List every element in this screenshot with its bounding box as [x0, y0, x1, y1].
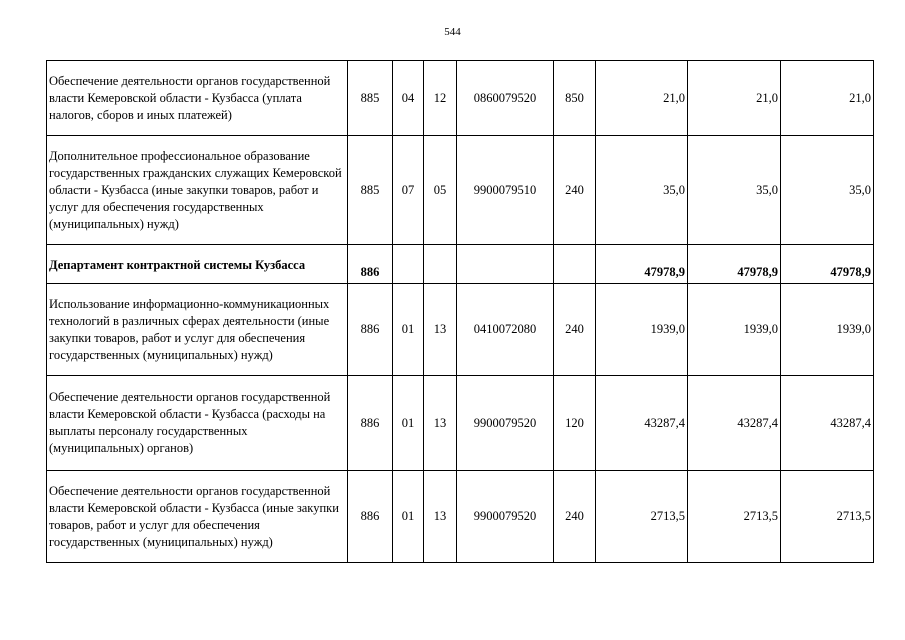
subsection-code: 13	[424, 376, 457, 471]
row-description: Обеспечение деятельности органов государственной власти Кемеровской области - Кузбасса (расходы на выплаты персоналу государственных (муниципальных) органов)	[47, 376, 348, 471]
amount-year-2: 35,0	[688, 136, 781, 245]
amount-year-2: 47978,9	[688, 245, 781, 284]
subsection-code	[424, 245, 457, 284]
row-description: Обеспечение деятельности органов государственной власти Кемеровской области - Кузбасса (иные закупки товаров, работ и услуг для обеспечения государственных (муниципальных) нужд)	[47, 471, 348, 563]
section-code: 01	[393, 376, 424, 471]
amount-year-3: 2713,5	[781, 471, 874, 563]
amount-year-1: 21,0	[596, 61, 688, 136]
target-article-code: 9900079510	[457, 136, 554, 245]
amount-year-1: 43287,4	[596, 376, 688, 471]
amount-year-1: 2713,5	[596, 471, 688, 563]
page-number: 544	[444, 26, 461, 38]
subsection-code: 12	[424, 61, 457, 136]
ministry-code: 885	[348, 136, 393, 245]
subsection-code: 13	[424, 471, 457, 563]
target-article-code: 9900079520	[457, 376, 554, 471]
target-article-code	[457, 245, 554, 284]
expense-type-code: 240	[554, 471, 596, 563]
amount-year-3: 35,0	[781, 136, 874, 245]
table-row	[47, 284, 874, 376]
budget-table	[46, 60, 874, 563]
expense-type-code: 120	[554, 376, 596, 471]
amount-year-2: 21,0	[688, 61, 781, 136]
amount-year-2: 2713,5	[688, 471, 781, 563]
table-row	[47, 471, 874, 563]
department-name: Департамент контрактной системы Кузбасса	[47, 245, 348, 284]
section-code: 01	[393, 284, 424, 376]
row-description: Дополнительное профессиональное образование государственных гражданских служащих Кемеровской области - Кузбасса (иные закупки товаров, работ и услуг для обеспечения государственных (муниципальных) нужд)	[47, 136, 348, 245]
target-article-code: 0860079520	[457, 61, 554, 136]
amount-year-3: 47978,9	[781, 245, 874, 284]
expense-type-code: 850	[554, 61, 596, 136]
target-article-code: 0410072080	[457, 284, 554, 376]
amount-year-2: 1939,0	[688, 284, 781, 376]
amount-year-1: 35,0	[596, 136, 688, 245]
subsection-code: 05	[424, 136, 457, 245]
table-row	[47, 376, 874, 471]
ministry-code: 885	[348, 61, 393, 136]
amount-year-3: 1939,0	[781, 284, 874, 376]
amount-year-3: 43287,4	[781, 376, 874, 471]
expense-type-code	[554, 245, 596, 284]
expense-type-code: 240	[554, 136, 596, 245]
ministry-code: 886	[348, 245, 393, 284]
ministry-code: 886	[348, 471, 393, 563]
section-code: 07	[393, 136, 424, 245]
table-row-department	[47, 245, 874, 284]
ministry-code: 886	[348, 284, 393, 376]
row-description: Обеспечение деятельности органов государственной власти Кемеровской области - Кузбасса (уплата налогов, сборов и иных платежей)	[47, 61, 348, 136]
amount-year-2: 43287,4	[688, 376, 781, 471]
target-article-code: 9900079520	[457, 471, 554, 563]
amount-year-1: 47978,9	[596, 245, 688, 284]
section-code: 01	[393, 471, 424, 563]
amount-year-3: 21,0	[781, 61, 874, 136]
row-description: Использование информационно-коммуникационных технологий в различных сферах деятельности (иные закупки товаров, работ и услуг для обеспечения государственных (муниципальных) нужд)	[47, 284, 348, 376]
ministry-code: 886	[348, 376, 393, 471]
section-code: 04	[393, 61, 424, 136]
table-row	[47, 136, 874, 245]
expense-type-code: 240	[554, 284, 596, 376]
section-code	[393, 245, 424, 284]
table-row	[47, 61, 874, 136]
subsection-code: 13	[424, 284, 457, 376]
amount-year-1: 1939,0	[596, 284, 688, 376]
